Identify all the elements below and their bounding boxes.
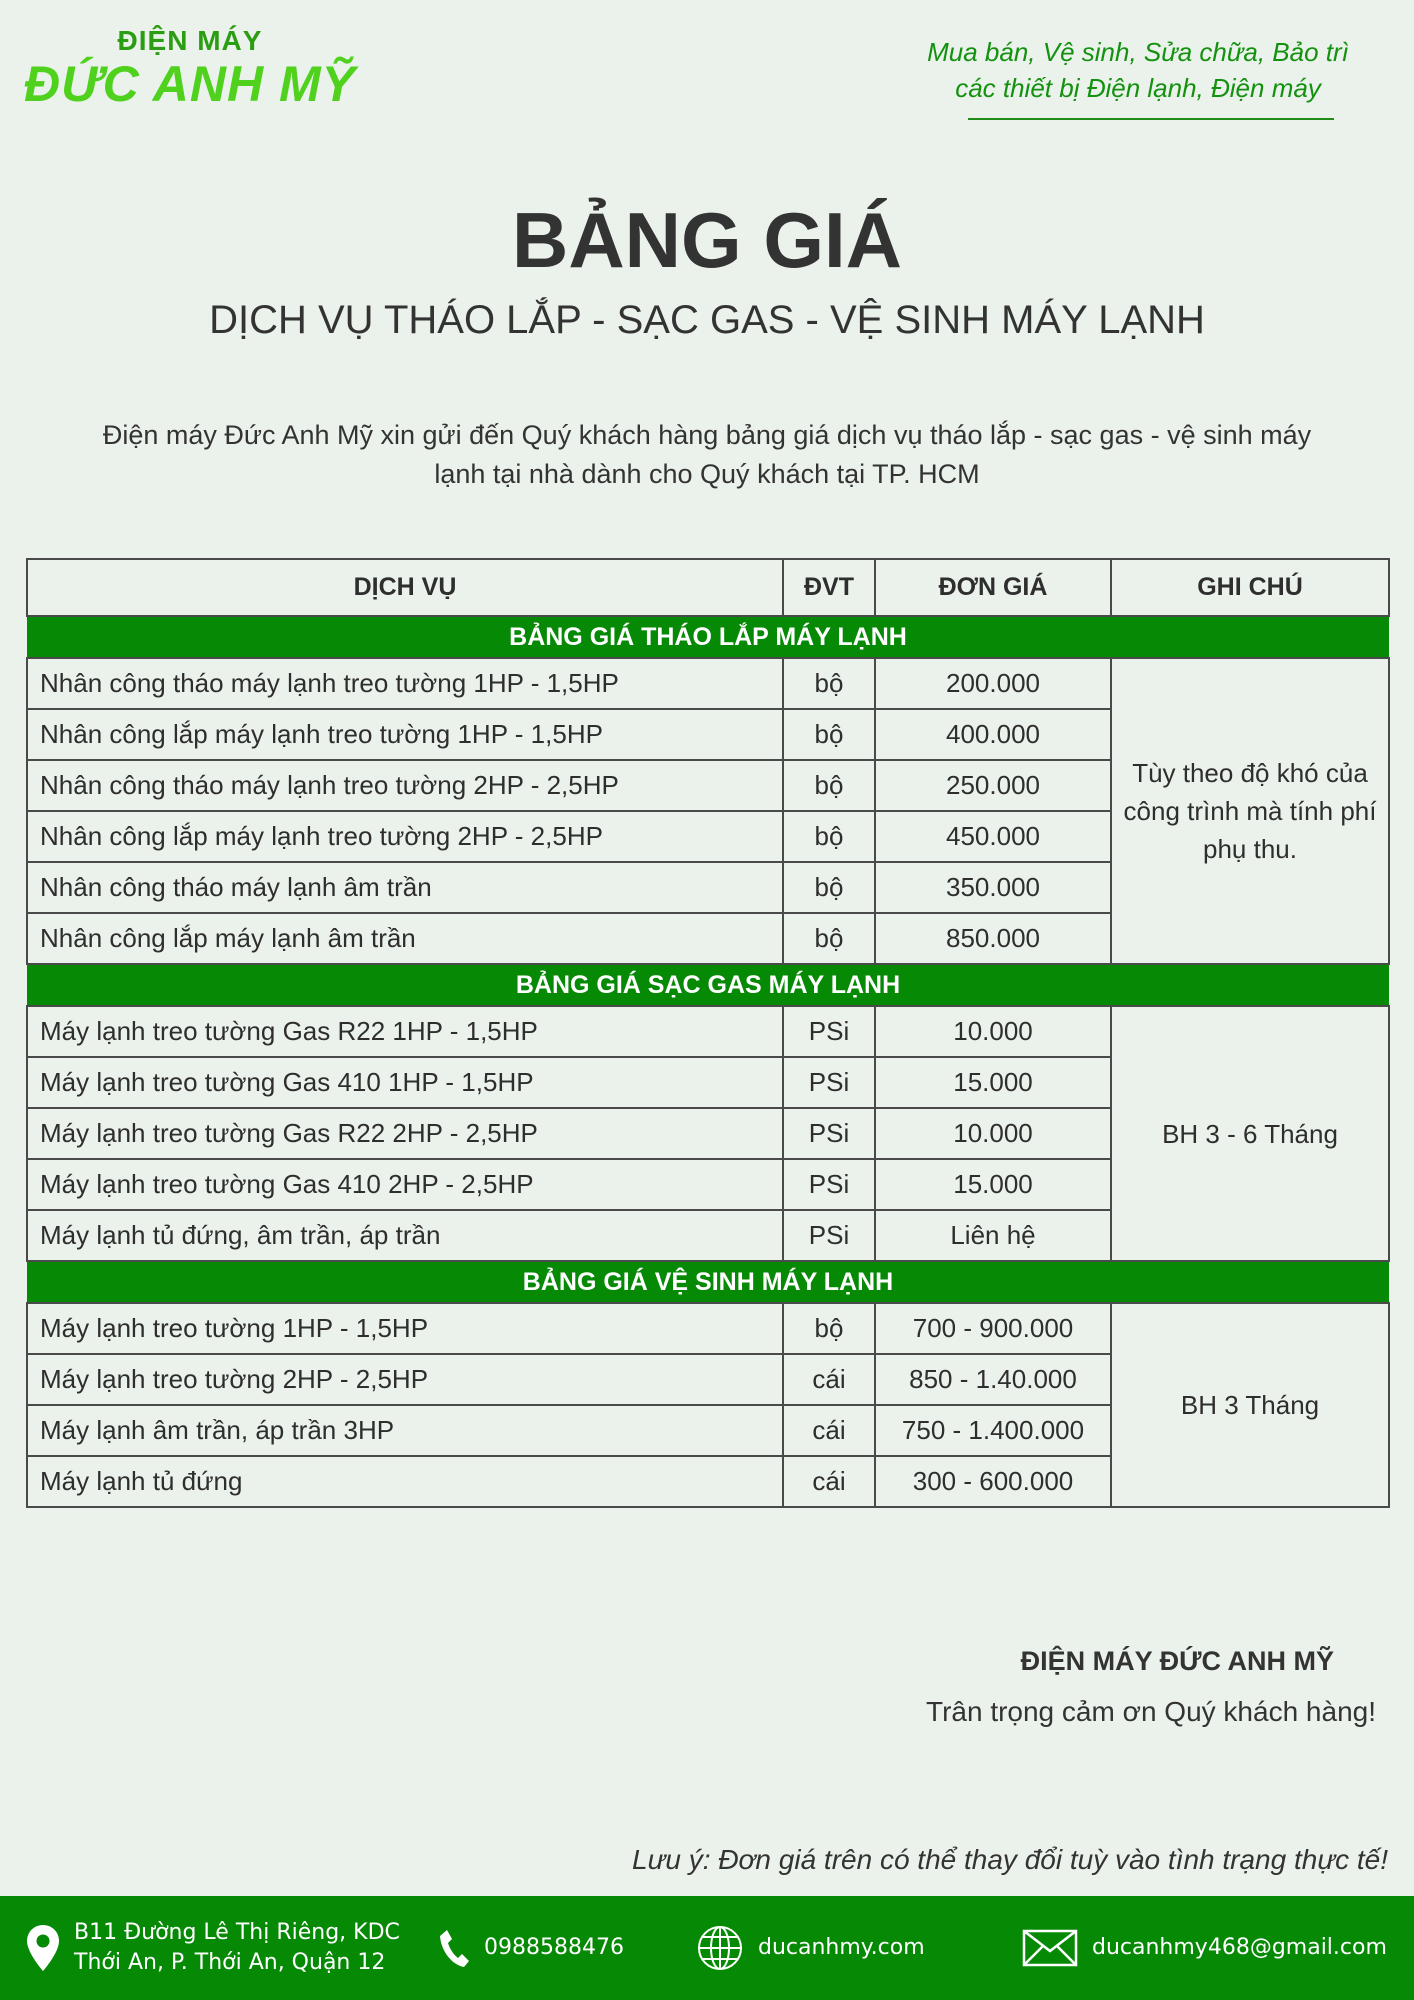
tagline-line-2: các thiết bị Điện lạnh, Điện máy: [955, 73, 1321, 103]
unit-cell: bộ: [783, 862, 875, 913]
unit-cell: cái: [783, 1405, 875, 1456]
tagline: [898, 34, 1378, 106]
logo-top-text: ĐIỆN MÁY: [117, 25, 263, 56]
price-cell: 750 - 1.400.000: [875, 1405, 1111, 1456]
price-cell: 10.000: [875, 1006, 1111, 1057]
header-price: ĐƠN GIÁ: [875, 559, 1111, 616]
table-row: [27, 1303, 1389, 1354]
unit-cell: PSi: [783, 1159, 875, 1210]
unit-cell: cái: [783, 1456, 875, 1507]
service-cell: Nhân công tháo máy lạnh âm trần: [27, 862, 783, 913]
price-cell: 400.000: [875, 709, 1111, 760]
price-cell: 450.000: [875, 811, 1111, 862]
unit-cell: PSi: [783, 1108, 875, 1159]
table-header-row: [27, 559, 1389, 616]
header-service: DỊCH VỤ: [27, 559, 783, 616]
header-note: GHI CHÚ: [1111, 559, 1389, 616]
service-cell: Máy lạnh treo tường 2HP - 2,5HP: [27, 1354, 783, 1405]
service-cell: Máy lạnh âm trần, áp trần 3HP: [27, 1405, 783, 1456]
note-cell: Tùy theo độ khó của công trình mà tính phí phụ thu.: [1111, 658, 1389, 964]
unit-cell: bộ: [783, 811, 875, 862]
service-cell: Nhân công lắp máy lạnh treo tường 1HP - 1,5HP: [27, 709, 783, 760]
price-cell: 850 - 1.40.000: [875, 1354, 1111, 1405]
tagline-line-1: Mua bán, Vệ sinh, Sửa chữa, Bảo trì: [927, 37, 1349, 67]
unit-cell: bộ: [783, 709, 875, 760]
price-table: [26, 558, 1390, 1508]
logo: [20, 26, 360, 112]
address-line-1: B11 Đường Lê Thị Riêng, KDC: [74, 1920, 400, 1945]
unit-cell: PSi: [783, 1006, 875, 1057]
contact-footer: [0, 1896, 1414, 2000]
closing-company-name: ĐIỆN MÁY ĐỨC ANH MỸ: [1020, 1646, 1334, 1676]
phone-number[interactable]: 0988588476: [484, 1935, 624, 1960]
unit-cell: bộ: [783, 1303, 875, 1354]
logo-main-text: ĐỨC ANH MỸ: [24, 56, 356, 112]
website-block: [696, 1896, 925, 2000]
unit-cell: bộ: [783, 760, 875, 811]
header-unit: ĐVT: [783, 559, 875, 616]
service-cell: Máy lạnh treo tường 1HP - 1,5HP: [27, 1303, 783, 1354]
service-cell: Nhân công tháo máy lạnh treo tường 1HP - 1,5HP: [27, 658, 783, 709]
section-header-cleaning: [27, 1261, 1389, 1303]
unit-cell: cái: [783, 1354, 875, 1405]
price-cell: 15.000: [875, 1159, 1111, 1210]
price-cell: 700 - 900.000: [875, 1303, 1111, 1354]
address-block: [26, 1896, 400, 2000]
price-cell: Liên hệ: [875, 1210, 1111, 1261]
page-title: BẢNG GIÁ: [512, 196, 902, 284]
service-cell: Nhân công tháo máy lạnh treo tường 2HP - 2,5HP: [27, 760, 783, 811]
unit-cell: bộ: [783, 913, 875, 964]
address-line-2: Thới An, P. Thới An, Quận 12: [74, 1950, 386, 1975]
envelope-icon: [1022, 1929, 1078, 1967]
globe-icon: [696, 1924, 744, 1972]
price-cell: 200.000: [875, 658, 1111, 709]
price-cell: 350.000: [875, 862, 1111, 913]
email-block: [1022, 1896, 1387, 2000]
website-link[interactable]: ducanhmy.com: [758, 1935, 925, 1960]
tagline-divider: [968, 118, 1334, 120]
location-pin-icon: [26, 1924, 60, 1972]
address-text: [74, 1918, 400, 1978]
service-cell: Máy lạnh treo tường Gas R22 2HP - 2,5HP: [27, 1108, 783, 1159]
price-cell: 15.000: [875, 1057, 1111, 1108]
email-link[interactable]: ducanhmy468@gmail.com: [1092, 1935, 1387, 1960]
price-cell: 250.000: [875, 760, 1111, 811]
closing-thanks: Trân trọng cảm ơn Quý khách hàng!: [926, 1696, 1376, 1727]
service-cell: Máy lạnh treo tường Gas 410 1HP - 1,5HP: [27, 1057, 783, 1108]
price-cell: 10.000: [875, 1108, 1111, 1159]
table-row: [27, 1006, 1389, 1057]
section-header-gas: [27, 964, 1389, 1006]
section-title: BẢNG GIÁ SẠC GAS MÁY LẠNH: [27, 964, 1389, 1006]
page-subtitle: DỊCH VỤ THÁO LẮP - SẠC GAS - VỆ SINH MÁY LẠNH: [209, 298, 1205, 342]
section-title: BẢNG GIÁ THÁO LẮP MÁY LẠNH: [27, 616, 1389, 658]
phone-block: [438, 1896, 624, 2000]
unit-cell: bộ: [783, 658, 875, 709]
phone-icon: [438, 1928, 470, 1968]
table-row: [27, 658, 1389, 709]
price-note: Lưu ý: Đơn giá trên có thể thay đổi tuỳ vào tình trạng thực tế!: [632, 1844, 1388, 1875]
service-cell: Máy lạnh treo tường Gas R22 1HP - 1,5HP: [27, 1006, 783, 1057]
service-cell: Nhân công lắp máy lạnh âm trần: [27, 913, 783, 964]
note-cell: BH 3 Tháng: [1111, 1303, 1389, 1507]
service-cell: Máy lạnh treo tường Gas 410 2HP - 2,5HP: [27, 1159, 783, 1210]
unit-cell: PSi: [783, 1210, 875, 1261]
service-cell: Máy lạnh tủ đứng, âm trần, áp trần: [27, 1210, 783, 1261]
note-cell: BH 3 - 6 Tháng: [1111, 1006, 1389, 1261]
service-cell: Máy lạnh tủ đứng: [27, 1456, 783, 1507]
price-cell: 300 - 600.000: [875, 1456, 1111, 1507]
service-cell: Nhân công lắp máy lạnh treo tường 2HP - 2,5HP: [27, 811, 783, 862]
unit-cell: PSi: [783, 1057, 875, 1108]
section-title: BẢNG GIÁ VỆ SINH MÁY LẠNH: [27, 1261, 1389, 1303]
section-header-installation: [27, 616, 1389, 658]
price-cell: 850.000: [875, 913, 1111, 964]
intro-paragraph: Điện máy Đức Anh Mỹ xin gửi đến Quý khách hàng bảng giá dịch vụ tháo lắp - sạc gas - vệ sinh máy lạnh tại nhà dành cho Quý khách tại TP. HCM: [102, 420, 1312, 489]
